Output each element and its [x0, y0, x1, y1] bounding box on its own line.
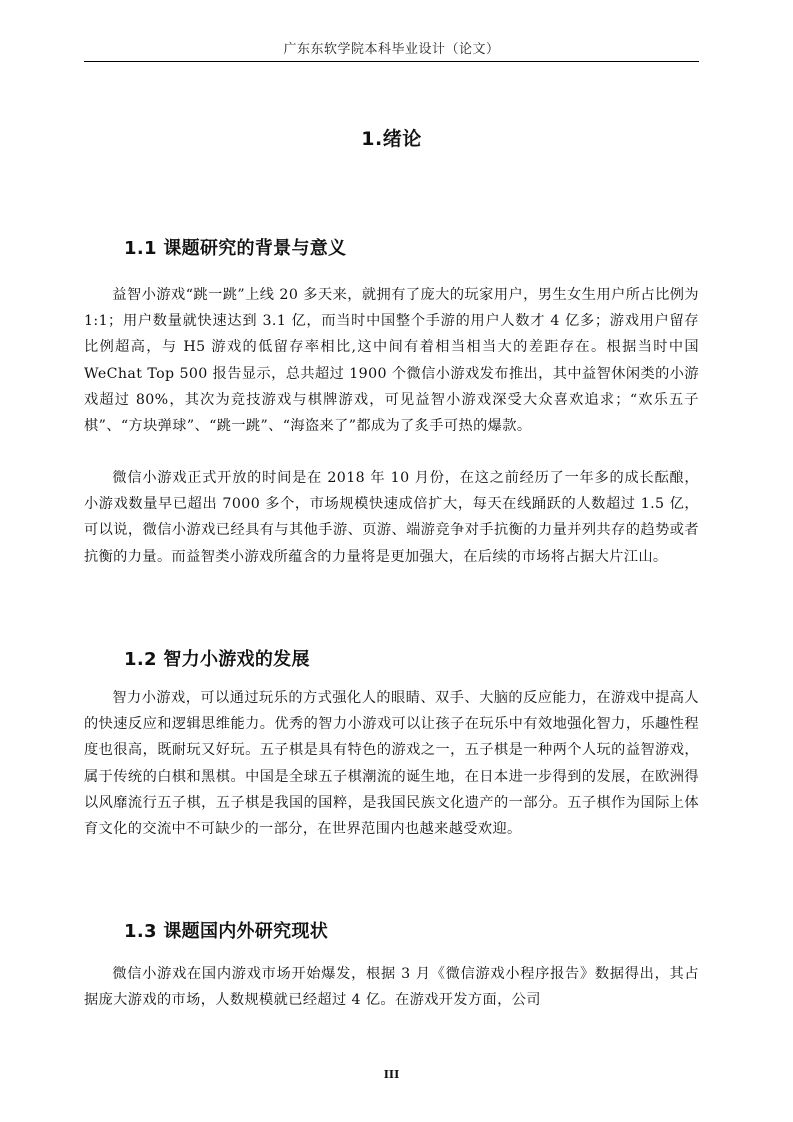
page-number: III	[383, 1068, 400, 1081]
section-heading-1-2: 1.2 智力小游戏的发展	[124, 649, 310, 670]
paragraph: 微信小游戏正式开放的时间是在 2018 年 10 月份，在这之前经历了一年多的成长酝酿，小游戏数量早已超出 7000 多个，市场规模快速成倍扩大，每天在线踊跃的人数超过 1.5 亿，可以说，微信小游戏已经具有与其他手游、页游、端游竞争对手抗衡的力量并列共存的趋势或者抗衡的力量。而益智类小游戏所蕴含的力量将是更加强大，在后续的市场将占据大片江山。	[84, 470, 699, 565]
header-rule	[84, 61, 699, 62]
section-heading-1-3: 1.3 课题国内外研究现状	[124, 921, 329, 942]
section-heading-1-1: 1.1 课题研究的背景与意义	[124, 238, 347, 259]
chapter-title: 1.绪论	[361, 128, 422, 150]
paragraph: 微信小游戏在国内游戏市场开始爆发，根据 3 月《微信游戏小程序报告》数据得出，其占据庞大游戏的市场，人数规模就已经超过 4 亿。在游戏开发方面，公司	[84, 966, 699, 1009]
paragraph: 益智小游戏“跳一跳”上线 20 多天来，就拥有了庞大的玩家用户，男生女生用户所占比例为 1:1；用户数量就快速达到 3.1 亿，而当时中国整个手游的用户人数才 4 亿多；游戏用户留存比例超高，与 H5 游戏的低留存率相比,这中间有着相当相当大的差距存在。根据当时中国 WeChat Top 500 报告显示，总共超过 1900 个微信小游戏发布推出，其中益智休闲类的小游戏超过 80%，其次为竞技游戏与棋牌游戏，可见益智小游戏深受大众喜欢追求；“欢乐五子棋”、“方块弹球”、“跳一跳”、“海盗来了”都成为了炙手可热的爆款。	[84, 287, 699, 435]
paragraph: 智力小游戏，可以通过玩乐的方式强化人的眼睛、双手、大脑的反应能力，在游戏中提高人的快速反应和逻辑思维能力。优秀的智力小游戏可以让孩子在玩乐中有效地强化智力，乐趣性程度也很高，既耐玩又好玩。五子棋是具有特色的游戏之一，五子棋是一种两个人玩的益智游戏，属于传统的白棋和黑棋。中国是全球五子棋潮流的诞生地，在日本进一步得到的发展，在欧洲得以风靡流行五子棋，五子棋是我国的国粹，是我国民族文化遗产的一部分。五子棋作为国际上体育文化的交流中不可缺少的一部分，在世界范围内也越来越受欢迎。	[84, 690, 699, 838]
page-header: 广东东软学院本科毕业设计（论文）	[283, 42, 500, 57]
